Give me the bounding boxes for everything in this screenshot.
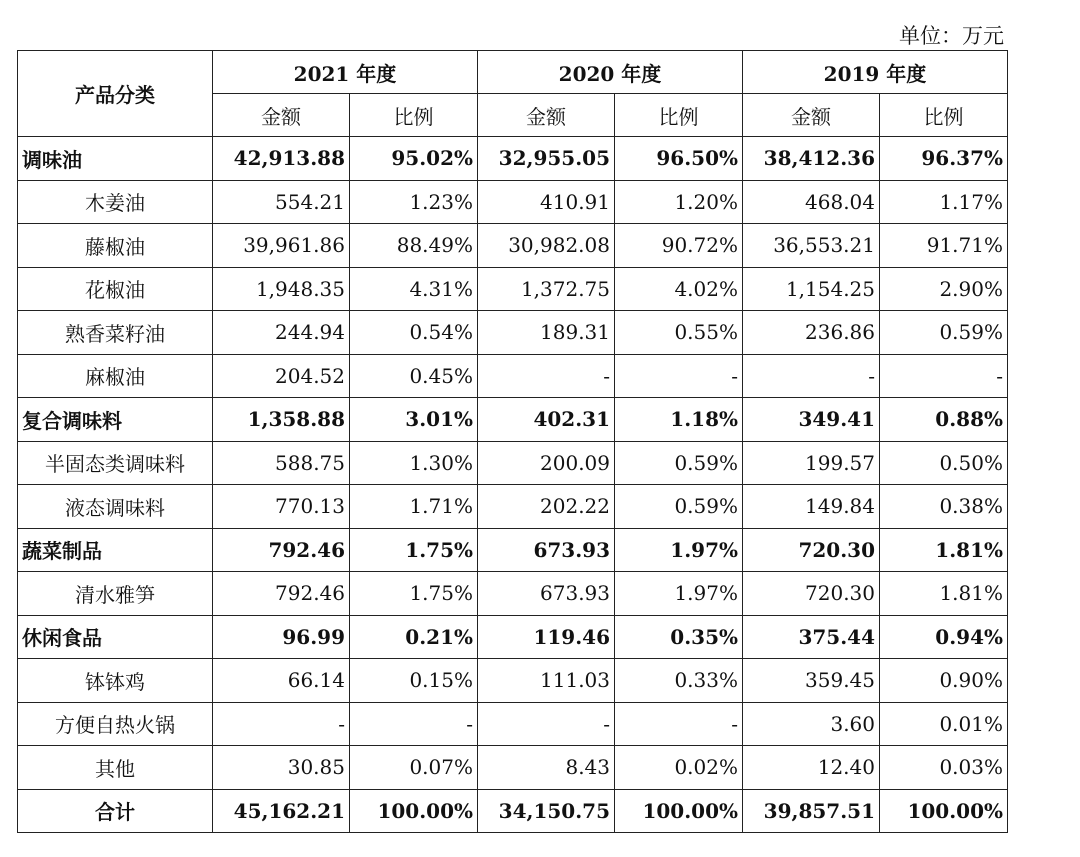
row-label: 熟香菜籽油 — [18, 311, 213, 355]
table-row — [18, 441, 1008, 485]
amount-cell: 375.44 — [743, 615, 880, 659]
row-label: 液态调味料 — [18, 485, 213, 529]
ratio-cell: 88.49% — [350, 224, 478, 268]
amount-cell: 45,162.21 — [213, 789, 350, 833]
amount-cell: 554.21 — [213, 180, 350, 224]
product-revenue-table — [17, 50, 1008, 833]
ratio-cell: 0.03% — [880, 746, 1008, 790]
amount-cell: 673.93 — [478, 572, 615, 616]
ratio-cell: 1.30% — [350, 441, 478, 485]
header-category: 产品分类 — [18, 51, 213, 137]
amount-cell: 32,955.05 — [478, 137, 615, 181]
table-body — [18, 137, 1008, 833]
amount-cell: 402.31 — [478, 398, 615, 442]
amount-cell: 12.40 — [743, 746, 880, 790]
amount-cell: 200.09 — [478, 441, 615, 485]
row-label: 合计 — [18, 789, 213, 833]
ratio-cell: 1.17% — [880, 180, 1008, 224]
amount-cell: 66.14 — [213, 659, 350, 703]
amount-cell: 673.93 — [478, 528, 615, 572]
ratio-cell: - — [615, 702, 743, 746]
ratio-cell: 0.50% — [880, 441, 1008, 485]
row-label: 清水雅笋 — [18, 572, 213, 616]
amount-cell: 720.30 — [743, 572, 880, 616]
header-ratio: 比例 — [880, 94, 1008, 137]
table-row — [18, 137, 1008, 181]
ratio-cell: 100.00% — [880, 789, 1008, 833]
ratio-cell: 96.50% — [615, 137, 743, 181]
ratio-cell: - — [350, 702, 478, 746]
table-row — [18, 615, 1008, 659]
ratio-cell: 1.97% — [615, 572, 743, 616]
ratio-cell: 0.54% — [350, 311, 478, 355]
amount-cell: 1,358.88 — [213, 398, 350, 442]
amount-cell: 1,372.75 — [478, 267, 615, 311]
table-row — [18, 180, 1008, 224]
header-ratio: 比例 — [615, 94, 743, 137]
amount-cell: 244.94 — [213, 311, 350, 355]
ratio-cell: 0.88% — [880, 398, 1008, 442]
amount-cell: 119.46 — [478, 615, 615, 659]
amount-cell: 1,948.35 — [213, 267, 350, 311]
ratio-cell: 0.15% — [350, 659, 478, 703]
ratio-cell: 95.02% — [350, 137, 478, 181]
amount-cell: 96.99 — [213, 615, 350, 659]
amount-cell: - — [743, 354, 880, 398]
table-row — [18, 485, 1008, 529]
table-row — [18, 311, 1008, 355]
ratio-cell: 0.59% — [615, 441, 743, 485]
ratio-cell: - — [880, 354, 1008, 398]
ratio-cell: 1.23% — [350, 180, 478, 224]
row-label: 半固态类调味料 — [18, 441, 213, 485]
amount-cell: 199.57 — [743, 441, 880, 485]
ratio-cell: 1.97% — [615, 528, 743, 572]
row-label: 藤椒油 — [18, 224, 213, 268]
amount-cell: 149.84 — [743, 485, 880, 529]
row-label: 调味油 — [18, 137, 213, 181]
ratio-cell: 0.35% — [615, 615, 743, 659]
ratio-cell: 100.00% — [615, 789, 743, 833]
amount-cell: - — [478, 354, 615, 398]
amount-cell: 8.43 — [478, 746, 615, 790]
ratio-cell: 100.00% — [350, 789, 478, 833]
amount-cell: 38,412.36 — [743, 137, 880, 181]
ratio-cell: 1.81% — [880, 572, 1008, 616]
ratio-cell: 0.33% — [615, 659, 743, 703]
amount-cell: 792.46 — [213, 528, 350, 572]
amount-cell: 111.03 — [478, 659, 615, 703]
amount-cell: 39,857.51 — [743, 789, 880, 833]
table-row — [18, 354, 1008, 398]
header-amount: 金额 — [478, 94, 615, 137]
ratio-cell: 0.90% — [880, 659, 1008, 703]
ratio-cell: 0.01% — [880, 702, 1008, 746]
table-row — [18, 398, 1008, 442]
amount-cell: 202.22 — [478, 485, 615, 529]
ratio-cell: 1.18% — [615, 398, 743, 442]
amount-cell: 468.04 — [743, 180, 880, 224]
header-year-2021: 2021 年度 — [213, 51, 478, 94]
ratio-cell: 0.94% — [880, 615, 1008, 659]
header-year-2019: 2019 年度 — [743, 51, 1008, 94]
amount-cell: 36,553.21 — [743, 224, 880, 268]
table-row — [18, 528, 1008, 572]
ratio-cell: 0.55% — [615, 311, 743, 355]
ratio-cell: 1.71% — [350, 485, 478, 529]
amount-cell: 204.52 — [213, 354, 350, 398]
amount-cell: 410.91 — [478, 180, 615, 224]
amount-cell: 189.31 — [478, 311, 615, 355]
ratio-cell: - — [615, 354, 743, 398]
amount-cell: 34,150.75 — [478, 789, 615, 833]
table-row — [18, 659, 1008, 703]
ratio-cell: 1.20% — [615, 180, 743, 224]
amount-cell: 3.60 — [743, 702, 880, 746]
amount-cell: 792.46 — [213, 572, 350, 616]
header-ratio: 比例 — [350, 94, 478, 137]
ratio-cell: 2.90% — [880, 267, 1008, 311]
amount-cell: 39,961.86 — [213, 224, 350, 268]
table-row — [18, 224, 1008, 268]
ratio-cell: 90.72% — [615, 224, 743, 268]
table-row — [18, 572, 1008, 616]
row-label: 蔬菜制品 — [18, 528, 213, 572]
amount-cell: - — [213, 702, 350, 746]
amount-cell: 770.13 — [213, 485, 350, 529]
total-row — [18, 789, 1008, 833]
ratio-cell: 0.45% — [350, 354, 478, 398]
amount-cell: 720.30 — [743, 528, 880, 572]
ratio-cell: 3.01% — [350, 398, 478, 442]
unit-label: 单位：万元 — [899, 24, 1004, 48]
ratio-cell: 4.02% — [615, 267, 743, 311]
ratio-cell: 96.37% — [880, 137, 1008, 181]
ratio-cell: 1.81% — [880, 528, 1008, 572]
header-year-2020: 2020 年度 — [478, 51, 743, 94]
header-amount: 金额 — [743, 94, 880, 137]
ratio-cell: 4.31% — [350, 267, 478, 311]
ratio-cell: 0.21% — [350, 615, 478, 659]
row-label: 花椒油 — [18, 267, 213, 311]
row-label: 其他 — [18, 746, 213, 790]
row-label: 木姜油 — [18, 180, 213, 224]
amount-cell: 588.75 — [213, 441, 350, 485]
amount-cell: 236.86 — [743, 311, 880, 355]
amount-cell: 42,913.88 — [213, 137, 350, 181]
ratio-cell: 0.59% — [615, 485, 743, 529]
table-row — [18, 746, 1008, 790]
ratio-cell: 0.07% — [350, 746, 478, 790]
header-amount: 金额 — [213, 94, 350, 137]
amount-cell: 359.45 — [743, 659, 880, 703]
ratio-cell: 0.02% — [615, 746, 743, 790]
amount-cell: 1,154.25 — [743, 267, 880, 311]
amount-cell: - — [478, 702, 615, 746]
row-label: 方便自热火锅 — [18, 702, 213, 746]
table-row — [18, 267, 1008, 311]
ratio-cell: 0.38% — [880, 485, 1008, 529]
row-label: 休闲食品 — [18, 615, 213, 659]
table-row — [18, 702, 1008, 746]
ratio-cell: 1.75% — [350, 572, 478, 616]
row-label: 钵钵鸡 — [18, 659, 213, 703]
amount-cell: 30,982.08 — [478, 224, 615, 268]
amount-cell: 30.85 — [213, 746, 350, 790]
ratio-cell: 1.75% — [350, 528, 478, 572]
ratio-cell: 91.71% — [880, 224, 1008, 268]
ratio-cell: 0.59% — [880, 311, 1008, 355]
row-label: 麻椒油 — [18, 354, 213, 398]
amount-cell: 349.41 — [743, 398, 880, 442]
row-label: 复合调味料 — [18, 398, 213, 442]
